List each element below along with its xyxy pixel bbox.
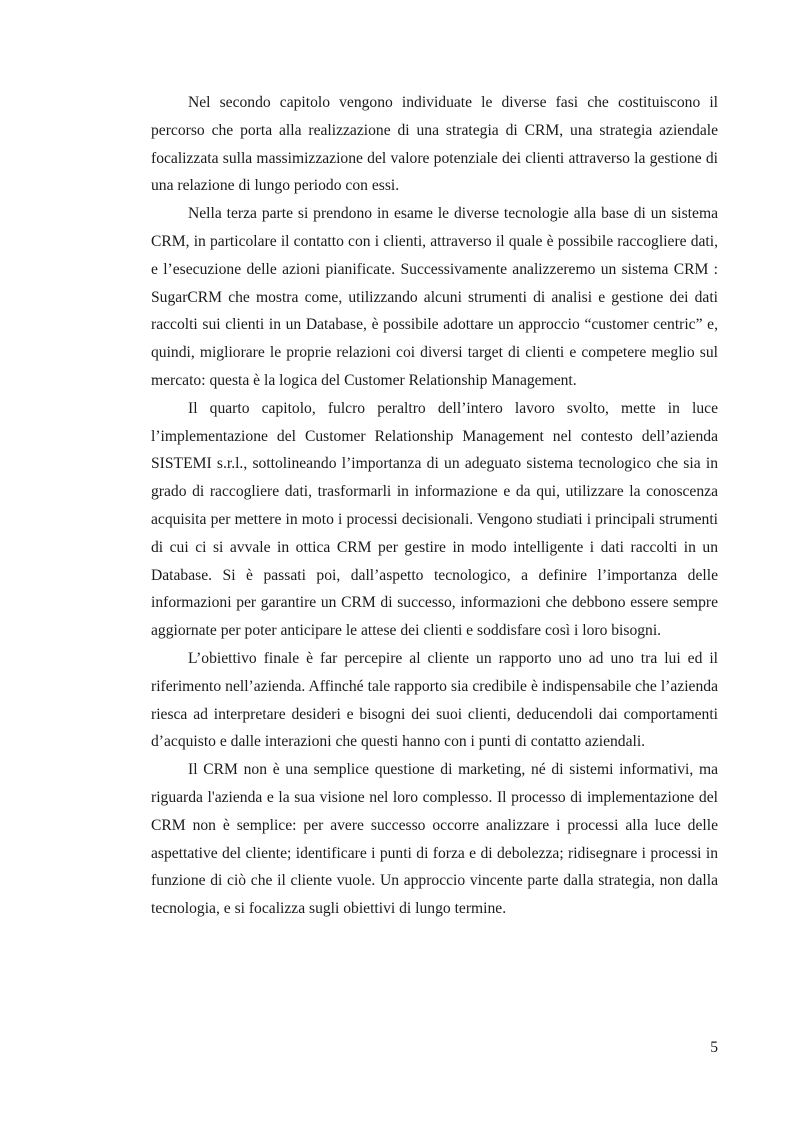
paragraph-third-part: Nella terza parte si prendono in esame le diverse tecnologie alla base di un sistema CRM, in particolare il contatto con i clienti, attraverso il quale è possibile raccogliere dati, e l’esecuzione delle azioni pianificate. Successivamente analizzeremo un sistema CRM : SugarCRM che mostra come, utilizzando alcuni strumenti di analisi e gestione dei dati raccolti sui clienti in un Database, è possibile adottare un approccio “customer centric” e, quindi, migliorare le proprie relazioni coi diversi target di clienti e competere meglio sul mercato: questa è la logica del Customer Relationship Management.	[151, 205, 718, 389]
paragraph-fourth-chapter: Il quarto capitolo, fulcro peraltro dell’intero lavoro svolto, mette in luce l’implementazione del Customer Relationship Management nel contesto dell’azienda SISTEMI s.r.l., sottolineando l’importanza di un adeguato sistema tecnologico che sia in grado di raccogliere dati, trasformarli in informazione e da qui, utilizzare la conoscenza acquisita per mettere in moto i processi decisionali. Vengono studiati i principali strumenti di cui ci si avvale in ottica CRM per gestire in modo intelligente i dati raccolti in un Database. Si è passati poi, dall’aspetto tecnologico, a definire l’importanza delle informazioni per garantire un CRM di successo, informazioni che debbono essere sempre aggiornate per poter anticipare le attese dei clienti e soddisfare così i loro bisogni.	[151, 399, 718, 640]
paragraph-crm-not-simple: Il CRM non è una semplice questione di marketing, né di sistemi informativi, ma riguarda l'azienda e la sua visione nel loro complesso. Il processo di implementazione del CRM non è semplice: per avere successo occorre analizzare i processi alla luce delle aspettative del cliente; identificare i punti di forza e di debolezza; ridisegnare i processi in funzione di ciò che il cliente vuole. Un approccio vincente parte dalla strategia, non dalla tecnologia, e si focalizza sugli obiettivi di lungo termine.	[151, 761, 718, 918]
page-number: 5	[710, 1039, 718, 1056]
page-body	[151, 89, 718, 923]
paragraph-final-objective: L’obiettivo finale è far percepire al cliente un rapporto uno ad uno tra lui ed il riferimento nell’azienda. Affinché tale rapporto sia credibile è indispensabile che l’azienda riesca ad interpretare desideri e bisogni dei suoi clienti, deducendoli dai comportamenti d’acquisto e dalle interazioni che questi hanno con i punti di contatto aziendali.	[151, 649, 718, 751]
paragraph-second-chapter: Nel secondo capitolo vengono individuate le diverse fasi che costituiscono il percorso che porta alla realizzazione di una strategia di CRM, una strategia aziendale focalizzata sulla massimizzazione del valore potenziale dei clienti attraverso la gestione di una relazione di lungo periodo con essi.	[151, 94, 718, 195]
